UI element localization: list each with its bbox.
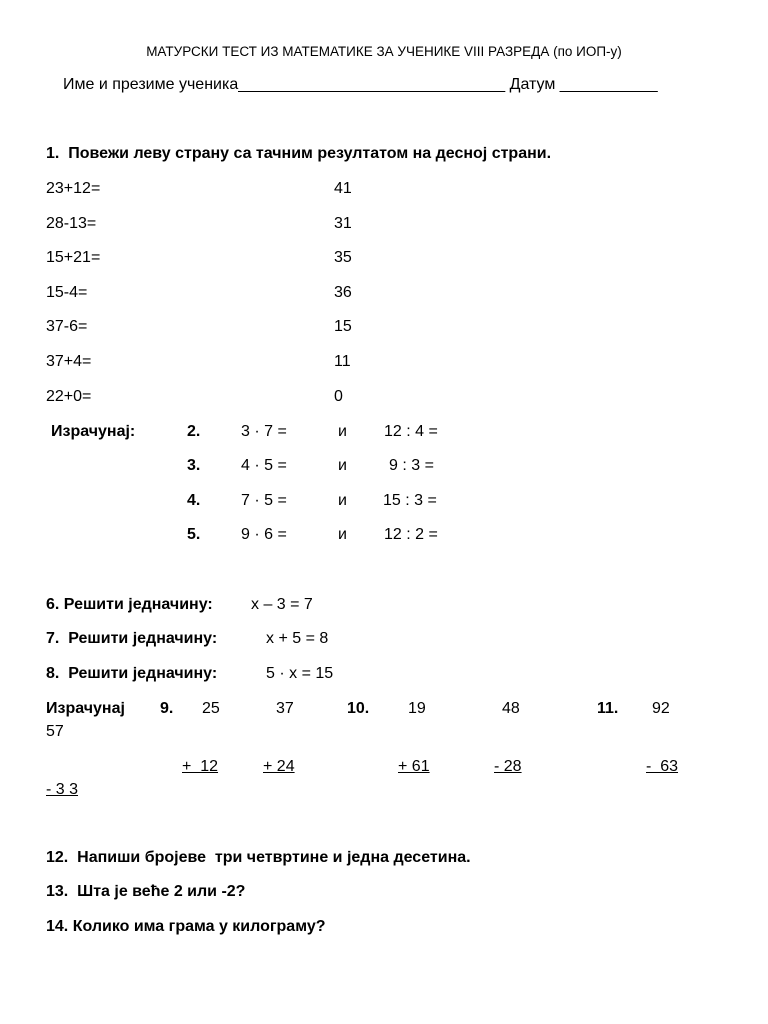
q1-right-item: 41 [334, 180, 352, 197]
compute-and: и [338, 457, 347, 474]
q1-right-item: 15 [334, 318, 352, 335]
q11-top-number: 92 [652, 700, 670, 717]
compute-number: 5. [187, 526, 201, 543]
question-14: 14. Колико има грама у килограму? [46, 918, 326, 935]
q1-right-item: 36 [334, 284, 352, 301]
compute-and: и [338, 492, 347, 509]
q1-left-item: 15+21= [46, 249, 101, 266]
q11-operand: - 63 [646, 758, 679, 775]
compute-label: Израчунај: [51, 423, 136, 440]
compute-expr-b: 12 : 2 = [384, 526, 438, 543]
q1-right-item: 0 [334, 388, 343, 405]
question-9-number: 9. [160, 700, 174, 717]
q9-operand: + 12 [182, 758, 219, 775]
q1-right-item: 31 [334, 215, 352, 232]
compute-expr-b: 15 : 3 = [383, 492, 437, 509]
q9-top-number: 25 [202, 700, 220, 717]
q9-top-number: 37 [276, 700, 294, 717]
q10-top-number: 48 [502, 700, 520, 717]
equation-label: 7. Решити једначину: [46, 630, 218, 647]
name-date-line: Име и презиме ученика______________________________ Датум ___________ [63, 76, 658, 93]
compute-expr-b: 9 : 3 = [389, 457, 434, 474]
compute-expr-a: 7 · 5 = [241, 492, 287, 509]
q11-operand: - 3 3 [46, 781, 79, 798]
compute-expr-a: 9 · 6 = [241, 526, 287, 543]
q1-left-item: 28-13= [46, 215, 97, 232]
q1-left-item: 37-6= [46, 318, 88, 335]
q10-operand: - 28 [494, 758, 522, 775]
equation-label: 6. Решити једначину: [46, 596, 213, 613]
question-12: 12. Напиши бројеве три четвртине и једна десетина. [46, 849, 471, 866]
q1-left-item: 37+4= [46, 353, 92, 370]
page-title: МАТУРСКИ ТЕСТ ИЗ МАТЕМАТИКЕ ЗА УЧЕНИКЕ VIII РАЗРЕДА (по ИОП-у) [146, 44, 622, 59]
q1-left-item: 15-4= [46, 284, 88, 301]
equation-expression: x + 5 = 8 [266, 630, 329, 647]
question-1-prompt: 1. Повежи леву страну са тачним резултатом на десној страни. [46, 145, 552, 162]
q1-left-item: 23+12= [46, 180, 101, 197]
question-13: 13. Шта је веће 2 или -2? [46, 883, 246, 900]
columns-label: Израчунај [46, 700, 125, 717]
q9-operand: + 24 [263, 758, 295, 775]
compute-number: 4. [187, 492, 201, 509]
compute-expr-a: 4 · 5 = [241, 457, 287, 474]
equation-label: 8. Решити једначину: [46, 665, 218, 682]
compute-number: 2. [187, 423, 201, 440]
equation-expression: x – 3 = 7 [251, 596, 313, 613]
compute-expr-a: 3 · 7 = [241, 423, 287, 440]
q1-right-item: 11 [334, 353, 351, 370]
compute-expr-b: 12 : 4 = [384, 423, 438, 440]
compute-number: 3. [187, 457, 201, 474]
compute-and: и [338, 423, 347, 440]
q1-right-item: 35 [334, 249, 352, 266]
question-10-number: 10. [347, 700, 370, 717]
equation-expression: 5 · x = 15 [266, 665, 334, 682]
q10-top-number: 19 [408, 700, 426, 717]
q1-left-item: 22+0= [46, 388, 92, 405]
question-11-number: 11. [597, 700, 619, 717]
q11-top-number: 57 [46, 723, 64, 740]
compute-and: и [338, 526, 347, 543]
q10-operand: + 61 [398, 758, 430, 775]
